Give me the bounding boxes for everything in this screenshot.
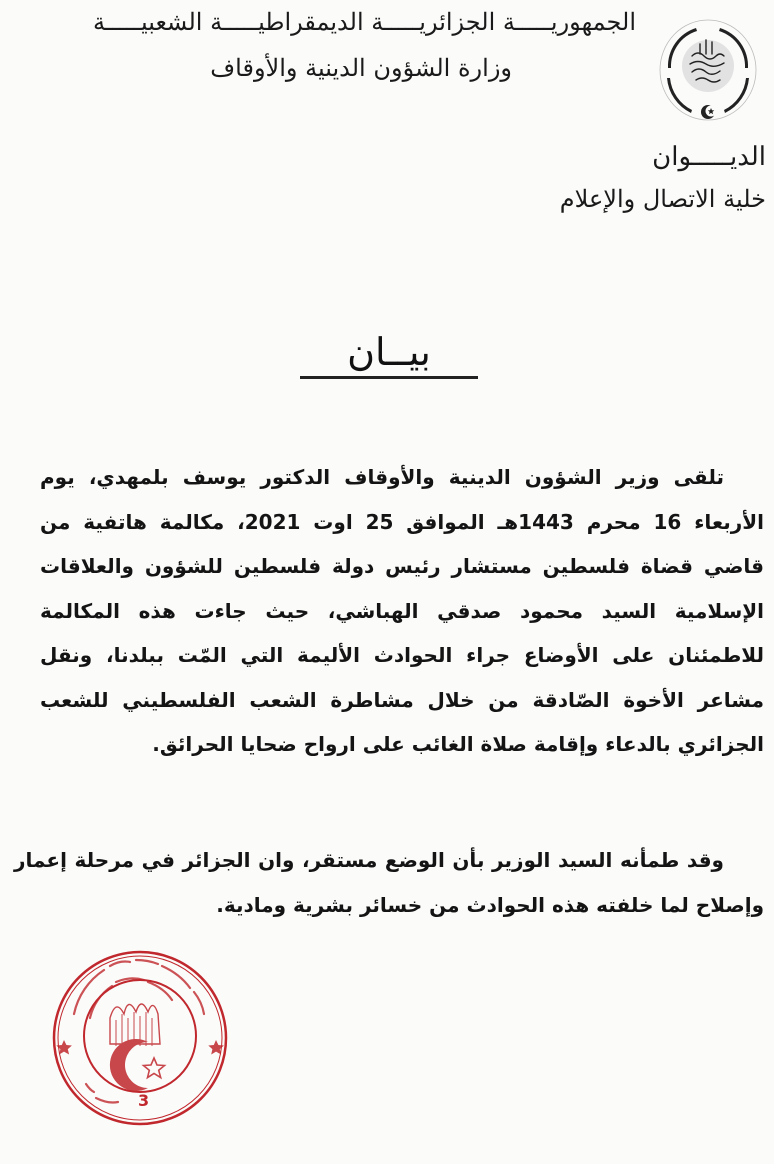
communication-cell-label: خلية الاتصال والإعلام bbox=[559, 185, 766, 213]
stamp-number: 3 bbox=[138, 1091, 150, 1110]
ministry-heading: وزارة الشؤون الدينية والأوقاف bbox=[210, 54, 512, 82]
republic-heading: الجمهوريـــــة الجزائريـــــة الديمقراطيـــــة الشعبيـــــة bbox=[92, 8, 636, 36]
office-label: الديـــــوان bbox=[652, 142, 766, 172]
body-paragraph: وقد طمأنه السيد الوزير بأن الوضع مستقر، وان الجزائر في مرحلة إعمار وإصلاح لما خلفته هذه الحوادث من خسائر بشرية ومادية. bbox=[14, 848, 764, 917]
body-paragraph: تلقى وزير الشؤون الدينية والأوقاف الدكتور يوسف بلمهدي، يوم الأربعاء 16 محرم 1443هـ الموافق 25 اوت 2021، مكالمة هاتفية من قاضي قضاة فلسطين مستشار رئيس دولة فلسطين للشؤون والعلاقات الإسلامية السيد محمود صدقي الهباشي، حيث جاءت هذه المكالمة للاطمئنان على الأوضاع جراء الحوادث الأليمة التي المّت ببلدنا، ونقل مشاعر الأخوة الصّادقة من خلال مشاطرة الشعب الفلسطيني للشعب الجزائري بالدعاء وإقامة صلاة الغائب على ارواح ضحايا الحرائق. bbox=[40, 465, 764, 756]
official-stamp-icon bbox=[50, 948, 230, 1128]
statement-title-block bbox=[300, 330, 478, 379]
title-underline bbox=[300, 376, 478, 379]
ministry-emblem-icon bbox=[656, 18, 760, 128]
statement-title: بيــان bbox=[347, 330, 431, 374]
